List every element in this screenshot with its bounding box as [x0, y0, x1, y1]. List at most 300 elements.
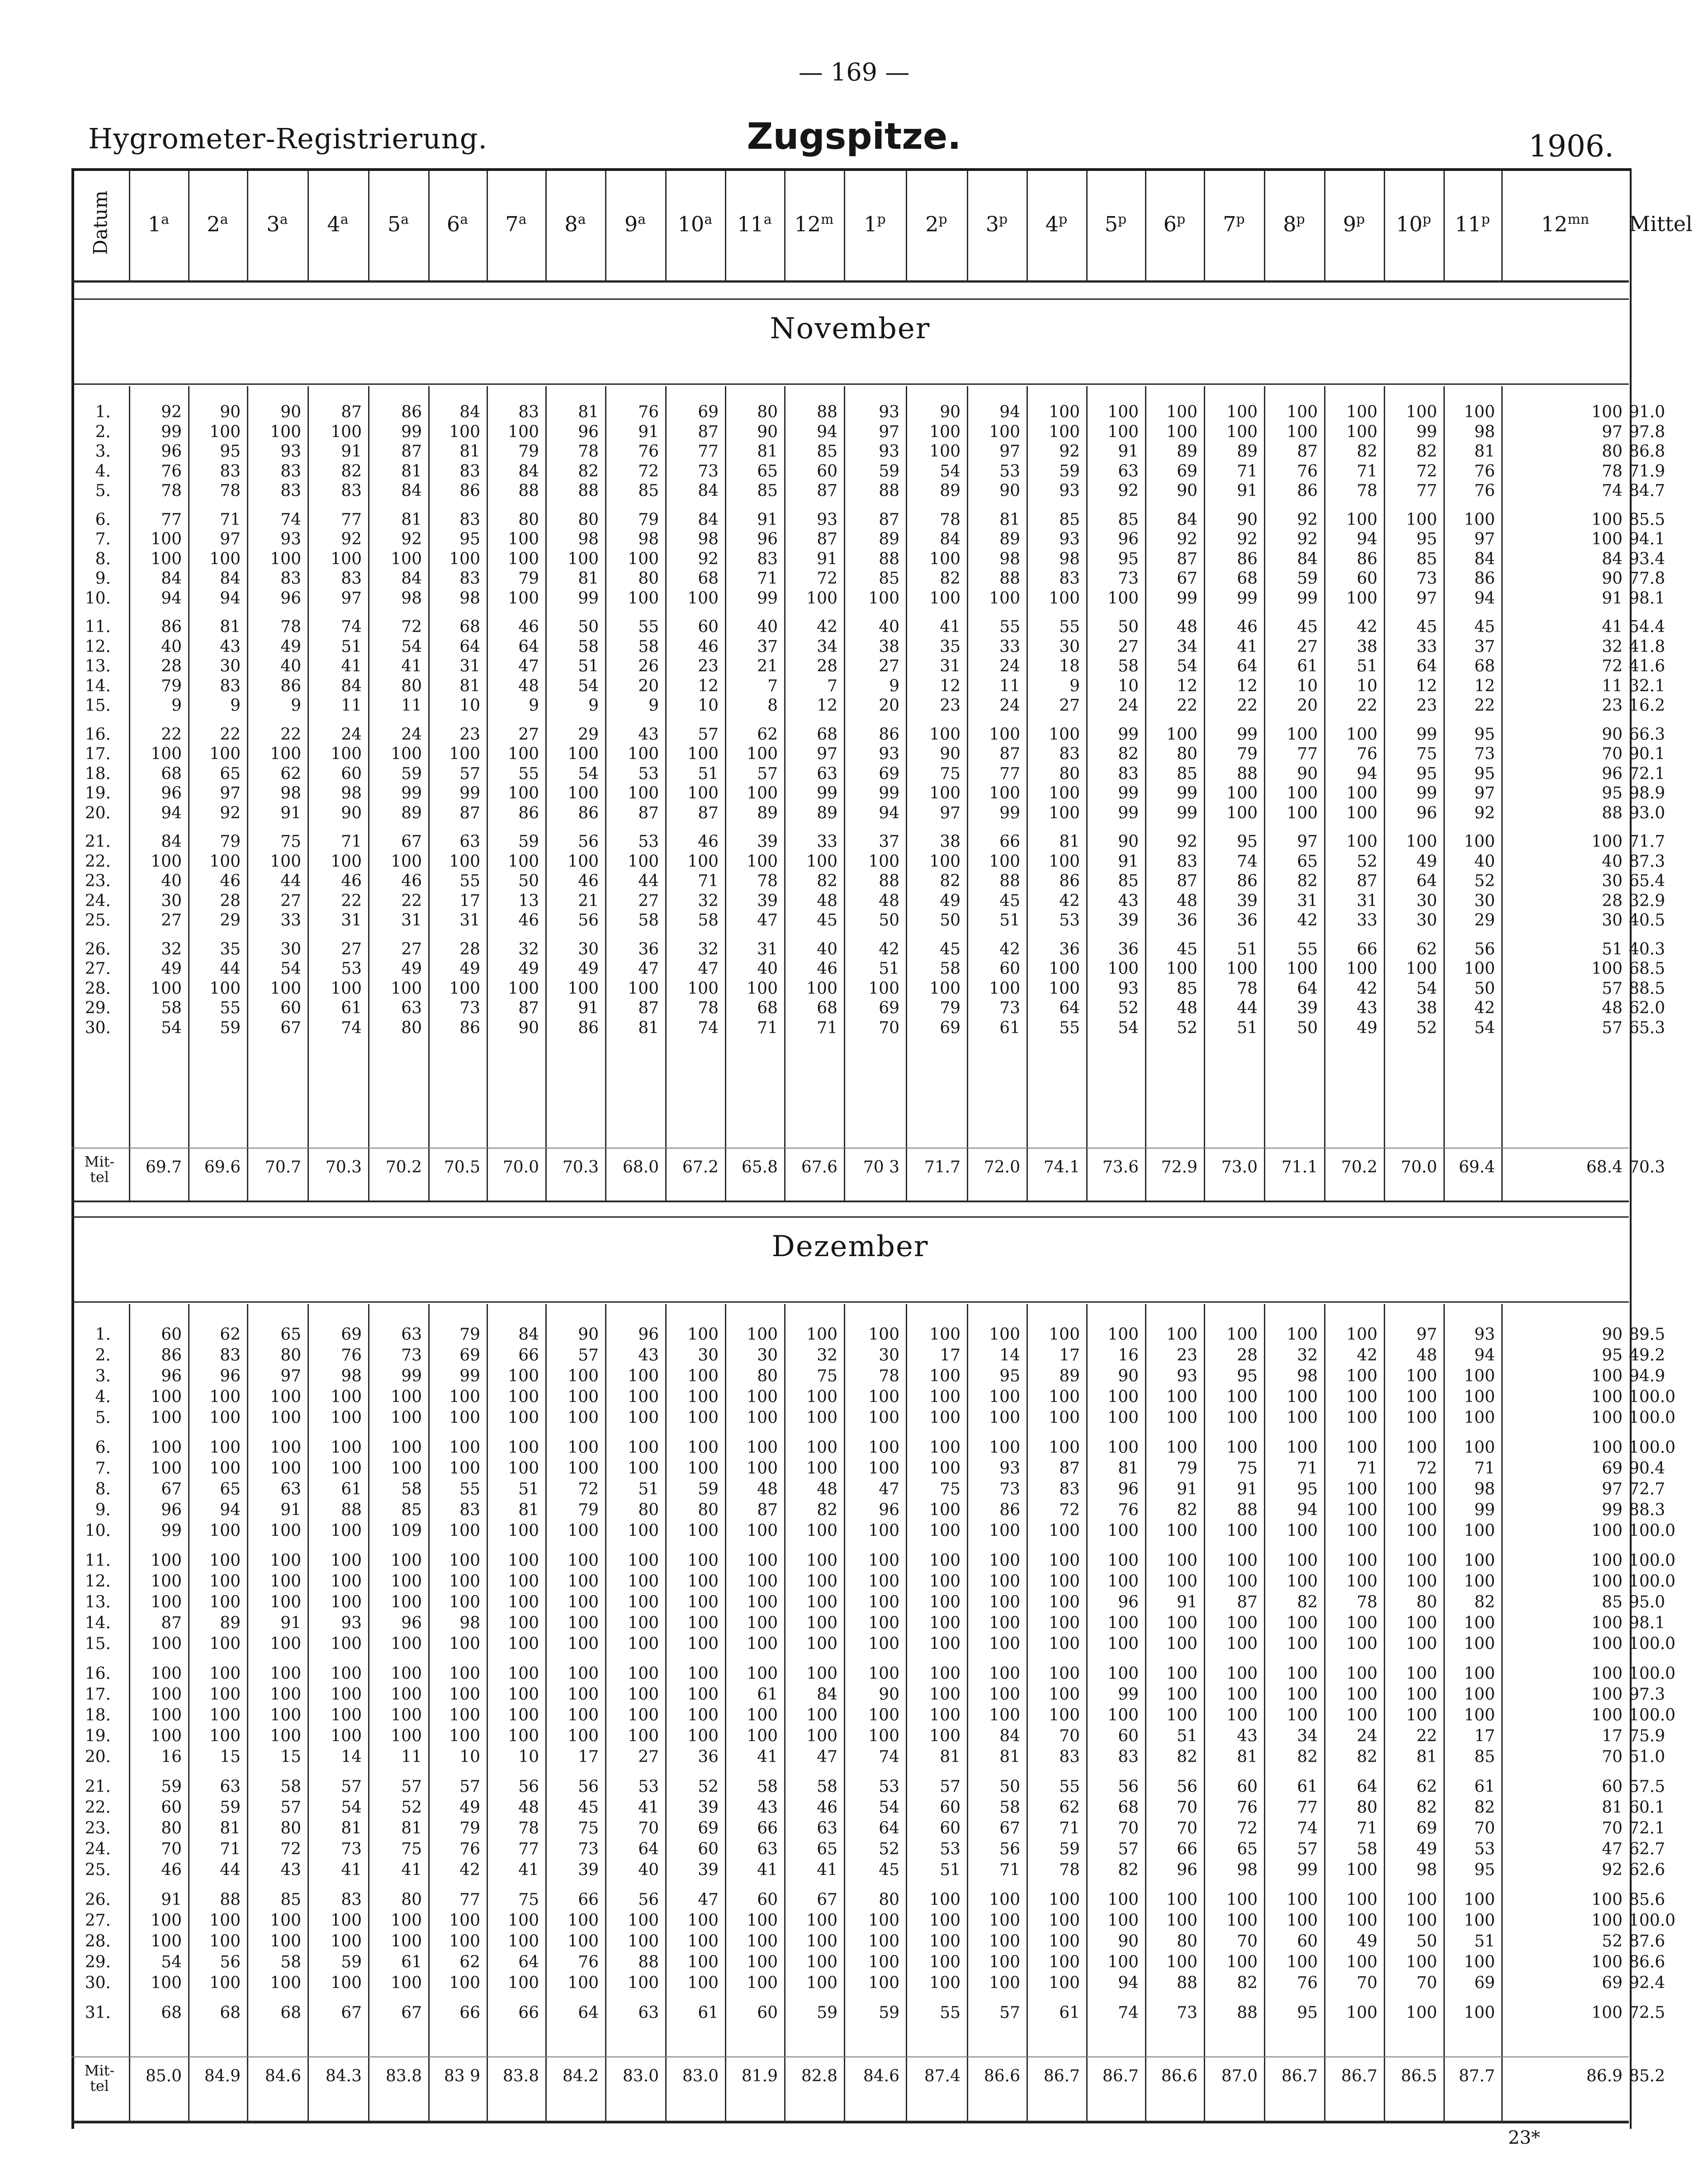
- value-cell: 28: [817, 657, 837, 676]
- value-cell: 81: [1059, 832, 1080, 851]
- value-cell: 100: [449, 1727, 480, 1745]
- value-cell: 100: [687, 1685, 719, 1704]
- value-cell: 100: [331, 1911, 362, 1930]
- value-cell: 100: [1464, 510, 1495, 529]
- value-cell: 100: [1107, 422, 1139, 441]
- value-cell: 63: [280, 1480, 301, 1498]
- value-cell: 100: [151, 1974, 182, 1992]
- value-cell: 40: [757, 960, 778, 978]
- value-cell: 100: [989, 1572, 1020, 1591]
- value-cell: 100: [1464, 1551, 1495, 1570]
- value-cell: 43: [220, 637, 241, 656]
- value-cell: 64: [1237, 657, 1258, 676]
- value-cell: 100: [1346, 1664, 1377, 1683]
- mittel-cell: 100.0: [1629, 1706, 1676, 1725]
- value-cell: 100: [868, 1522, 899, 1540]
- value-cell: 100: [1406, 1891, 1437, 1909]
- value-cell: 100: [568, 979, 599, 998]
- value-cell: 100: [209, 1932, 241, 1951]
- value-cell: 100: [1287, 1614, 1318, 1632]
- value-cell: 63: [638, 2004, 659, 2022]
- value-cell: 100: [747, 979, 778, 998]
- mittel-value: 67.6: [801, 1158, 837, 1177]
- value-cell: 84: [161, 832, 182, 851]
- value-cell: 98: [1059, 549, 1080, 568]
- value-cell: 12: [1474, 676, 1495, 695]
- mittel-value: 86.5: [1400, 2067, 1437, 2085]
- value-cell: 100: [989, 1891, 1020, 1909]
- value-cell: 96: [578, 422, 599, 441]
- value-cell: 100: [1591, 1614, 1623, 1632]
- value-cell: 100: [1591, 1409, 1623, 1427]
- value-cell: 17: [1059, 1346, 1080, 1365]
- value-cell: 54: [341, 1798, 362, 1817]
- mittel-value: 85.0: [145, 2067, 182, 2085]
- value-cell: 89: [817, 804, 837, 822]
- date-cell: 26.: [85, 1891, 111, 1909]
- value-cell: 43: [1118, 891, 1139, 910]
- table-row: [0, 1366, 1708, 1387]
- value-cell: 100: [568, 1367, 599, 1385]
- value-cell: 100: [868, 1974, 899, 1992]
- value-cell: 100: [1166, 960, 1197, 978]
- value-cell: 82: [1357, 1748, 1377, 1766]
- value-cell: 75: [578, 1819, 599, 1838]
- value-cell: 98: [1474, 1480, 1495, 1498]
- value-cell: 99: [401, 422, 422, 441]
- value-cell: 86: [1474, 569, 1495, 588]
- value-cell: 93: [1474, 1325, 1495, 1344]
- header-number: 10: [1396, 212, 1423, 236]
- value-cell: 58: [940, 960, 960, 978]
- value-cell: 74: [1297, 1819, 1318, 1838]
- value-cell: 99: [459, 784, 480, 803]
- value-cell: 63: [220, 1777, 241, 1796]
- value-cell: 100: [1226, 1706, 1258, 1725]
- value-cell: 55: [220, 999, 241, 1017]
- value-cell: 74: [341, 618, 362, 636]
- value-cell: 71: [757, 1018, 778, 1037]
- value-cell: 88: [638, 1953, 659, 1971]
- value-cell: 100: [989, 422, 1020, 441]
- value-cell: 100: [806, 1593, 837, 1612]
- value-cell: 51: [1602, 940, 1623, 959]
- value-cell: 100: [1107, 1572, 1139, 1591]
- value-cell: 100: [1049, 422, 1080, 441]
- value-cell: 52: [401, 1798, 422, 1817]
- value-cell: 68: [1237, 569, 1258, 588]
- value-cell: 71: [1357, 462, 1377, 481]
- value-cell: 91: [578, 999, 599, 1017]
- value-cell: 81: [518, 1501, 539, 1519]
- value-cell: 9: [889, 676, 899, 695]
- value-cell: 100: [568, 1974, 599, 1992]
- value-cell: 44: [280, 872, 301, 890]
- value-cell: 55: [518, 764, 539, 783]
- datum-header: Datum: [89, 190, 112, 255]
- value-cell: 68: [1474, 657, 1495, 676]
- value-cell: 100: [1287, 1706, 1318, 1725]
- value-cell: 39: [698, 1861, 719, 1879]
- value-cell: 42: [1357, 979, 1377, 998]
- value-cell: 100: [1346, 1367, 1377, 1385]
- value-cell: 39: [757, 832, 778, 851]
- value-cell: 100: [1226, 804, 1258, 822]
- value-cell: 40: [817, 940, 837, 959]
- value-cell: 59: [161, 1777, 182, 1796]
- value-cell: 100: [508, 1614, 539, 1632]
- mittel-cell: 57.5: [1629, 1777, 1665, 1796]
- value-cell: 23: [459, 725, 480, 744]
- date-cell: 29.: [85, 1953, 111, 1971]
- value-cell: 100: [151, 1459, 182, 1478]
- value-cell: 81: [459, 676, 480, 695]
- date-cell: 3.: [95, 442, 111, 461]
- value-cell: 96: [1416, 804, 1437, 822]
- date-cell: 11.: [85, 618, 111, 636]
- value-cell: 100: [449, 422, 480, 441]
- value-cell: 98: [1237, 1861, 1258, 1879]
- value-cell: 100: [449, 1572, 480, 1591]
- table-row: [0, 744, 1708, 764]
- value-cell: 100: [989, 1706, 1020, 1725]
- value-cell: 55: [1059, 1018, 1080, 1037]
- mittel-cell: 77.8: [1629, 569, 1665, 588]
- value-cell: 100: [1464, 1572, 1495, 1591]
- value-cell: 90: [341, 804, 362, 822]
- value-cell: 100: [1406, 1551, 1437, 1570]
- value-cell: 100: [1346, 1635, 1377, 1653]
- mittel-cell: 93.0: [1629, 804, 1665, 822]
- value-cell: 99: [1118, 784, 1139, 803]
- value-cell: 65: [757, 462, 778, 481]
- table-row: [0, 1500, 1708, 1521]
- value-cell: 100: [1226, 1635, 1258, 1653]
- value-cell: 43: [1237, 1727, 1258, 1745]
- mittel-cell: 88.5: [1629, 979, 1665, 998]
- value-cell: 69: [459, 1346, 480, 1365]
- value-cell: 58: [999, 1798, 1020, 1817]
- value-cell: 42: [1474, 999, 1495, 1017]
- table-row: [0, 1459, 1708, 1479]
- value-cell: 85: [1177, 764, 1197, 783]
- value-cell: 100: [1166, 1325, 1197, 1344]
- value-cell: 71: [999, 1861, 1020, 1879]
- value-cell: 100: [1226, 1685, 1258, 1704]
- value-cell: 100: [747, 1974, 778, 1992]
- value-cell: 93: [999, 1459, 1020, 1478]
- value-cell: 34: [1297, 1727, 1318, 1745]
- value-cell: 94: [1297, 1501, 1318, 1519]
- value-cell: 100: [989, 1974, 1020, 1992]
- date-cell: 12.: [85, 1572, 111, 1591]
- value-cell: 100: [1107, 1551, 1139, 1570]
- value-cell: 27: [1059, 696, 1080, 715]
- value-cell: 100: [1049, 960, 1080, 978]
- value-cell: 77: [1416, 482, 1437, 500]
- header-suffix: p: [1059, 212, 1068, 227]
- mittel-cell: 94.9: [1629, 1367, 1665, 1385]
- value-cell: 45: [1177, 940, 1197, 959]
- value-cell: 100: [1287, 1388, 1318, 1406]
- value-cell: 70: [1602, 1819, 1623, 1838]
- mittel-value: 84.9: [204, 2067, 241, 2085]
- value-cell: 31: [1357, 891, 1377, 910]
- value-cell: 100: [628, 1593, 659, 1612]
- value-cell: 41: [1237, 637, 1258, 656]
- value-cell: 100: [209, 1727, 241, 1745]
- value-cell: 100: [331, 1551, 362, 1570]
- value-cell: 13: [518, 891, 539, 910]
- header-number: 12: [794, 212, 821, 236]
- value-cell: 22: [401, 891, 422, 910]
- value-cell: 100: [747, 1522, 778, 1540]
- mittel-row: [0, 1158, 1708, 1180]
- value-cell: 67: [161, 1480, 182, 1498]
- value-cell: 74: [1602, 482, 1623, 500]
- value-cell: 96: [757, 530, 778, 548]
- mittel-value: 86.7: [1102, 2067, 1139, 2085]
- value-cell: 100: [331, 1974, 362, 1992]
- value-cell: 45: [999, 891, 1020, 910]
- value-cell: 100: [151, 979, 182, 998]
- date-cell: 30.: [85, 1018, 111, 1037]
- value-cell: 100: [687, 1614, 719, 1632]
- value-cell: 100: [747, 1459, 778, 1478]
- column-header-13: [844, 212, 906, 236]
- value-cell: 100: [1226, 1388, 1258, 1406]
- date-cell: 21.: [85, 832, 111, 851]
- value-cell: 53: [1059, 911, 1080, 930]
- value-cell: 80: [401, 676, 422, 695]
- value-cell: 100: [628, 1522, 659, 1540]
- value-cell: 100: [1346, 960, 1377, 978]
- table-row: [0, 529, 1708, 549]
- date-cell: 17.: [85, 1685, 111, 1704]
- mittel-value: 69.6: [204, 1158, 241, 1177]
- value-cell: 58: [1118, 657, 1139, 676]
- mittel-value: 70.7: [265, 1158, 301, 1177]
- value-cell: 100: [1287, 403, 1318, 421]
- value-cell: 78: [940, 510, 960, 529]
- value-cell: 61: [999, 1018, 1020, 1037]
- value-cell: 98: [459, 589, 480, 608]
- value-cell: 99: [459, 1367, 480, 1385]
- value-cell: 56: [999, 1840, 1020, 1858]
- value-cell: 33: [1357, 911, 1377, 930]
- value-cell: 69: [1602, 1974, 1623, 1992]
- value-cell: 22: [1416, 1727, 1437, 1745]
- month-title: Dezember: [771, 1230, 929, 1263]
- value-cell: 75: [401, 1840, 422, 1858]
- value-cell: 95: [1416, 530, 1437, 548]
- value-cell: 100: [508, 852, 539, 871]
- value-cell: 42: [999, 940, 1020, 959]
- value-cell: 89: [879, 530, 899, 548]
- mittel-cell: 97.3: [1629, 1685, 1665, 1704]
- value-cell: 96: [879, 1501, 899, 1519]
- value-cell: 100: [747, 1572, 778, 1591]
- value-cell: 100: [929, 1614, 960, 1632]
- value-cell: 100: [1166, 1438, 1197, 1457]
- table-row: [0, 832, 1708, 852]
- value-cell: 27: [879, 657, 899, 676]
- mittel-value: 69.7: [145, 1158, 182, 1177]
- value-cell: 100: [628, 1438, 659, 1457]
- value-cell: 27: [341, 940, 362, 959]
- value-cell: 100: [568, 1522, 599, 1540]
- value-cell: 46: [161, 1861, 182, 1879]
- value-cell: 100: [449, 1932, 480, 1951]
- value-cell: 98: [341, 784, 362, 803]
- value-cell: 85: [1118, 510, 1139, 529]
- value-cell: 58: [280, 1953, 301, 1971]
- value-cell: 79: [220, 832, 241, 851]
- table-row: [0, 1521, 1708, 1542]
- value-cell: 40: [879, 618, 899, 636]
- value-cell: 100: [1226, 422, 1258, 441]
- value-cell: 100: [1166, 1388, 1197, 1406]
- value-cell: 68: [161, 2004, 182, 2022]
- value-cell: 100: [929, 1932, 960, 1951]
- value-cell: 100: [1107, 1325, 1139, 1344]
- date-cell: 25.: [85, 1861, 111, 1879]
- value-cell: 100: [1049, 1409, 1080, 1427]
- column-header-10: [665, 212, 725, 236]
- value-cell: 94: [1118, 1974, 1139, 1992]
- value-cell: 88: [817, 403, 837, 421]
- value-cell: 32: [817, 1346, 837, 1365]
- value-cell: 59: [1059, 462, 1080, 481]
- value-cell: 100: [1287, 1685, 1318, 1704]
- value-cell: 51: [518, 1480, 539, 1498]
- value-cell: 77: [1297, 745, 1318, 763]
- value-cell: 59: [401, 764, 422, 783]
- value-cell: 92: [1059, 442, 1080, 461]
- value-cell: 100: [1346, 403, 1377, 421]
- date-cell: 11.: [85, 1551, 111, 1570]
- value-cell: 62: [1416, 940, 1437, 959]
- value-cell: 100: [628, 852, 659, 871]
- value-cell: 100: [1166, 1614, 1197, 1632]
- value-cell: 50: [578, 618, 599, 636]
- mittel-cell: 72.1: [1629, 1819, 1665, 1838]
- value-cell: 80: [161, 1819, 182, 1838]
- value-cell: 63: [817, 1819, 837, 1838]
- value-cell: 84: [817, 1685, 837, 1704]
- date-cell: 21.: [85, 1777, 111, 1796]
- month-section-rule: [71, 1301, 1629, 1303]
- value-cell: 83: [459, 462, 480, 481]
- value-cell: 100: [806, 1974, 837, 1992]
- value-cell: 82: [1474, 1798, 1495, 1817]
- value-cell: 50: [1297, 1018, 1318, 1037]
- value-cell: 87: [1177, 872, 1197, 890]
- value-cell: 40: [638, 1861, 659, 1879]
- date-cell: 16.: [85, 1664, 111, 1683]
- value-cell: 47: [698, 960, 719, 978]
- value-cell: 100: [747, 852, 778, 871]
- value-cell: 100: [449, 1551, 480, 1570]
- value-cell: 100: [151, 1388, 182, 1406]
- value-cell: 91: [1177, 1593, 1197, 1612]
- value-cell: 65: [220, 1480, 241, 1498]
- value-cell: 53: [940, 1840, 960, 1858]
- value-cell: 61: [341, 1480, 362, 1498]
- value-cell: 79: [161, 676, 182, 695]
- value-cell: 100: [1287, 725, 1318, 744]
- value-cell: 55: [1059, 618, 1080, 636]
- value-cell: 68: [1118, 1798, 1139, 1817]
- value-cell: 85: [1602, 1593, 1623, 1612]
- value-cell: 87: [459, 804, 480, 822]
- value-cell: 100: [868, 1664, 899, 1683]
- header-number: 9: [624, 212, 638, 236]
- value-cell: 100: [868, 589, 899, 608]
- value-cell: 100: [331, 1685, 362, 1704]
- value-cell: 100: [391, 1727, 422, 1745]
- value-cell: 53: [638, 764, 659, 783]
- value-cell: 59: [1297, 569, 1318, 588]
- date-cell: 5.: [95, 482, 111, 500]
- date-cell: 7.: [95, 1459, 111, 1478]
- value-cell: 80: [401, 1018, 422, 1037]
- value-cell: 100: [868, 1932, 899, 1951]
- value-cell: 83: [1118, 764, 1139, 783]
- table-row: [0, 637, 1708, 657]
- value-cell: 80: [757, 403, 778, 421]
- value-cell: 100: [568, 1409, 599, 1427]
- value-cell: 99: [1177, 804, 1197, 822]
- value-cell: 100: [1049, 1932, 1080, 1951]
- value-cell: 86: [401, 403, 422, 421]
- mittel-cell: 71.7: [1629, 832, 1665, 851]
- value-cell: 100: [687, 745, 719, 763]
- value-cell: 81: [341, 1819, 362, 1838]
- value-cell: 100: [1346, 1438, 1377, 1457]
- value-cell: 12: [1416, 676, 1437, 695]
- value-cell: 48: [1177, 999, 1197, 1017]
- value-cell: 100: [209, 1438, 241, 1457]
- value-cell: 22: [220, 725, 241, 744]
- date-cell: 26.: [85, 940, 111, 959]
- table-row: [0, 911, 1708, 931]
- value-cell: 100: [1346, 510, 1377, 529]
- value-cell: 100: [628, 979, 659, 998]
- value-cell: 100: [1406, 1614, 1437, 1632]
- value-cell: 89: [757, 804, 778, 822]
- value-cell: 100: [1287, 1409, 1318, 1427]
- value-cell: 100: [806, 1388, 837, 1406]
- value-cell: 31: [341, 911, 362, 930]
- mittel-cell: 75.9: [1629, 1727, 1665, 1745]
- value-cell: 11: [401, 696, 422, 715]
- value-cell: 100: [1287, 1438, 1318, 1457]
- value-cell: 91: [1237, 482, 1258, 500]
- value-cell: 30: [280, 940, 301, 959]
- value-cell: 9: [230, 696, 241, 715]
- value-cell: 88: [999, 872, 1020, 890]
- header-suffix: a: [279, 212, 288, 227]
- value-cell: 97: [1474, 530, 1495, 548]
- value-cell: 100: [508, 1727, 539, 1745]
- mittel-cell: 100.0: [1629, 1572, 1676, 1591]
- table-row: [0, 1685, 1708, 1706]
- mittel-cell: 90.1: [1629, 745, 1665, 763]
- value-cell: 100: [1464, 1367, 1495, 1385]
- value-cell: 7: [767, 676, 778, 695]
- value-cell: 47: [879, 1480, 899, 1498]
